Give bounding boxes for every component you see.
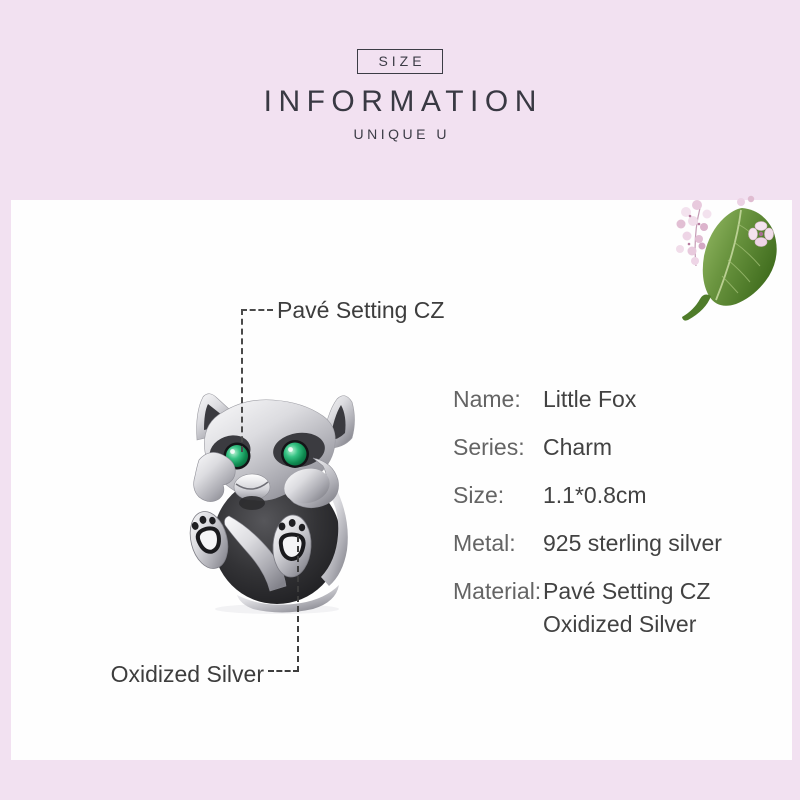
spec-value-line1: Pavé Setting CZ bbox=[543, 578, 711, 604]
page-title: INFORMATION bbox=[263, 85, 543, 118]
product-specs bbox=[453, 386, 722, 659]
fox-right-eye-gem bbox=[281, 440, 309, 468]
leaf-decoration-image bbox=[666, 194, 786, 326]
fox-muzzle bbox=[234, 474, 270, 510]
spec-value-line2: Oxidized Silver bbox=[543, 611, 697, 637]
spec-label: Series: bbox=[453, 434, 525, 460]
header bbox=[0, 0, 800, 142]
brand-subtitle: UNIQUE U bbox=[353, 126, 450, 142]
spec-label: Size: bbox=[453, 482, 505, 508]
spec-value: Little Fox bbox=[543, 386, 637, 412]
spec-row-size bbox=[453, 482, 722, 508]
callout-pave-setting-cz: Pavé Setting CZ bbox=[277, 297, 445, 323]
spec-label: Metal: bbox=[453, 530, 516, 556]
size-badge: SIZE bbox=[357, 49, 442, 74]
fox-left-paw bbox=[194, 452, 236, 501]
spec-value: 1.1*0.8cm bbox=[543, 482, 647, 508]
spec-label: Material: bbox=[453, 578, 542, 604]
callout-oxidized-silver: Oxidized Silver bbox=[110, 661, 264, 687]
spec-value: Charm bbox=[543, 434, 613, 460]
spec-row-metal bbox=[453, 530, 722, 556]
spec-row-material bbox=[453, 578, 722, 637]
spec-value bbox=[543, 578, 710, 637]
spec-row-name bbox=[453, 386, 722, 412]
spec-label: Name: bbox=[453, 386, 521, 412]
spec-value: 925 sterling silver bbox=[543, 530, 722, 556]
callout-connector-top bbox=[241, 309, 273, 452]
spec-row-series bbox=[453, 434, 722, 460]
callout-connector-bottom bbox=[268, 536, 299, 672]
